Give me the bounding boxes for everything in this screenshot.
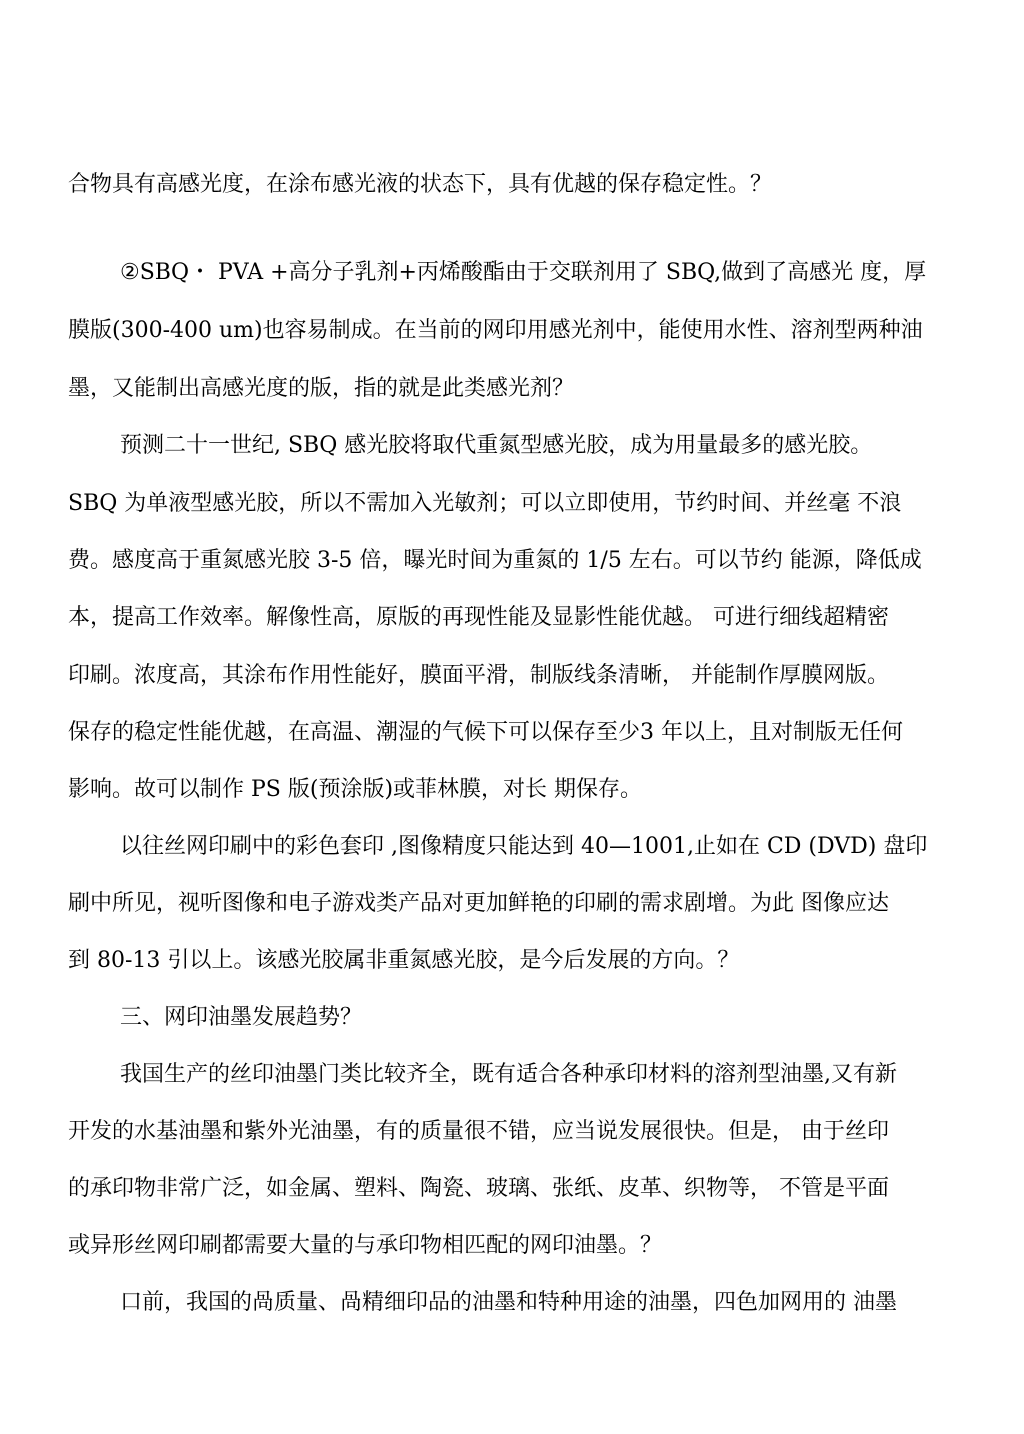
text-line: ②SBQ・ PVA +高分子乳剂+丙烯酸酯由于交联剂用了 SBQ,做到了高感光 度，厚 xyxy=(120,260,927,285)
text-line: 预测二十一世纪, SBQ 感光胶将取代重氮型感光胶，成为用量最多的感光胶。 xyxy=(120,433,873,458)
text-line: 口前，我国的咼质量、咼精细印品的油墨和特种用途的油墨，四色加网用的 油墨 xyxy=(120,1290,897,1315)
text-line: 费。感度高于重氮感光胶 3-5 倍，曝光时间为重氮的 1/5 左右。可以节约 能源，降低成 xyxy=(68,548,922,573)
text-line: 墨，又能制出高感光度的版，指的就是此类感光剂？ xyxy=(68,376,575,401)
text-line: 影响。故可以制作 PS 版(预涂版)或菲林膜，对长 期保存。 xyxy=(68,777,643,802)
text-line: 或异形丝网印刷都需要大量的与承印物相匹配的网印油墨。？ xyxy=(68,1233,663,1258)
text-line: 膜版(300-400 um)也容易制成。在当前的网印用感光剂中，能使用水性、溶剂型两种油 xyxy=(68,318,923,343)
text-line: 以往丝网印刷中的彩色套印 ,图像精度只能达到 40—1001,止如在 CD (DVD) 盘印 xyxy=(120,834,928,859)
text-line: 我国生产的丝印油墨门类比较齐全，既有适合各种承印材料的溶剂型油墨,又有新 xyxy=(120,1062,897,1087)
text-line: 本，提高工作效率。解像性高，原版的再现性能及显影性能优越。 可进行细线超精密 xyxy=(68,605,889,630)
text-line: 开发的水基油墨和紫外光油墨，有的质量很不错，应当说发展很快。但是， 由于丝印 xyxy=(68,1119,889,1144)
text-line: 刷中所见，视听图像和电子游戏类产品对更加鲜艳的印刷的需求剧增。为此 图像应达 xyxy=(68,891,889,916)
text-line: 保存的稳定性能优越，在高温、潮湿的气候下可以保存至少3 年以上，且对制版无任何 xyxy=(68,720,903,745)
text-line: 印刷。浓度高，其涂布作用性能好，膜面平滑，制版线条清晰， 并能制作厚膜网版。 xyxy=(68,663,889,688)
text-line: 的承印物非常广泛，如金属、塑料、陶瓷、玻璃、张纸、皮革、织物等， 不管是平面 xyxy=(68,1176,889,1201)
section-heading: 三、网印油墨发展趋势？ xyxy=(120,1005,363,1030)
text-line: 合物具有高感光度，在涂布感光液的状态下，具有优越的保存稳定性。？ xyxy=(68,172,773,197)
text-line: SBQ 为单液型感光胶，所以不需加入光敏剂；可以立即使用，节约时间、并丝毫 不浪 xyxy=(68,491,902,516)
text-line: 到 80-13 引以上。该感光胶属非重氮感光胶，是今后发展的方向。？ xyxy=(68,948,740,973)
